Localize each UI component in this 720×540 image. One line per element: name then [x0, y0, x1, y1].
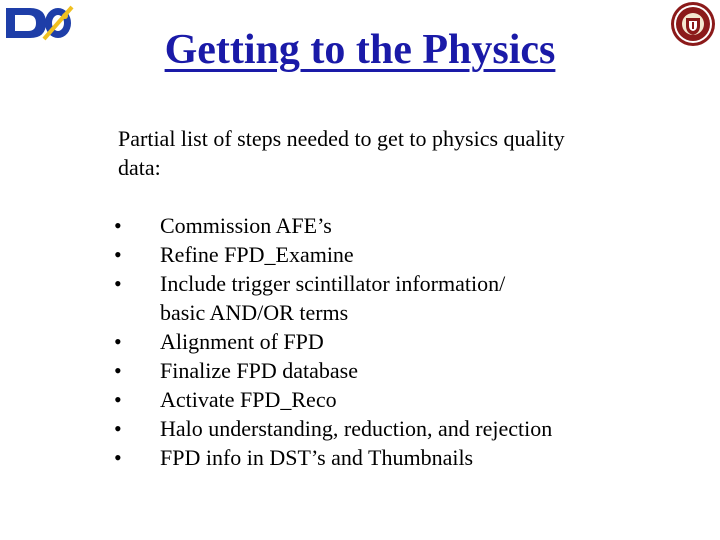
list-item-text-continued: basic AND/OR terms	[160, 300, 349, 325]
bullet-icon: •	[114, 271, 122, 296]
bullet-icon: •	[114, 416, 122, 441]
list-item-text: FPD info in DST’s and Thumbnails	[160, 445, 474, 470]
steps-list	[114, 211, 552, 472]
bullet-icon: •	[114, 387, 122, 412]
list-item-text: Commission AFE’s	[160, 213, 332, 238]
list-item	[114, 327, 552, 356]
list-item	[114, 240, 552, 269]
list-item	[114, 211, 552, 240]
bullet-icon: •	[114, 213, 122, 238]
list-item-text: Halo understanding, reduction, and rejection	[160, 416, 553, 441]
list-item-text: Alignment of FPD	[160, 329, 324, 354]
list-item-text: Finalize FPD database	[160, 358, 358, 383]
list-item	[114, 269, 552, 327]
list-item	[114, 414, 552, 443]
list-item	[114, 443, 552, 472]
list-item	[114, 356, 552, 385]
bullet-icon: •	[114, 445, 122, 470]
bullet-icon: •	[114, 242, 122, 267]
list-item-text: Refine FPD_Examine	[160, 242, 354, 267]
bullet-icon: •	[114, 329, 122, 354]
svg-text:4: 4	[10, 20, 15, 30]
list-item-text: Include trigger scintillator information/	[160, 271, 506, 296]
list-item	[114, 385, 552, 414]
slide-title: Getting to the Physics	[164, 27, 556, 73]
intro-text: Partial list of steps needed to get to physics quality data:	[118, 126, 565, 180]
bullet-icon: •	[114, 358, 122, 383]
list-item-text: Activate FPD_Reco	[160, 387, 337, 412]
